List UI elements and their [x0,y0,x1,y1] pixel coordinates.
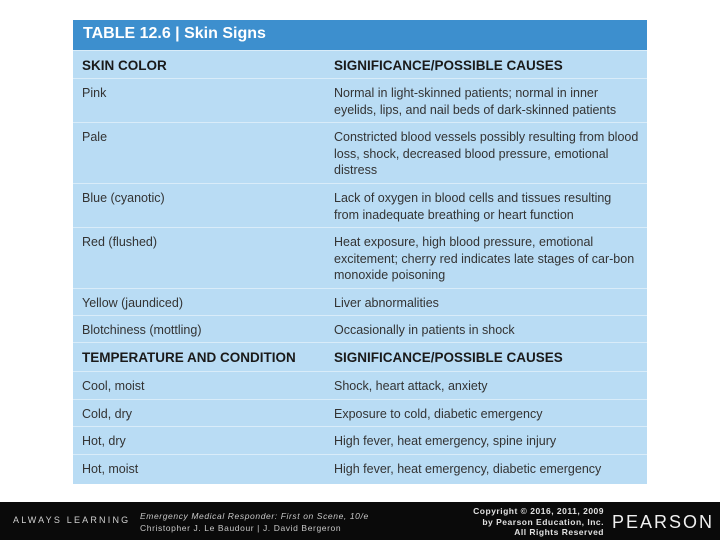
column-header-significance: SIGNIFICANCE/POSSIBLE CAUSES [334,350,563,365]
temperature-cell: Hot, moist [82,462,139,476]
table-row [73,315,647,342]
skin-sign-cell: Blotchiness (mottling) [82,323,202,337]
temperature-cell: Cool, moist [82,379,145,393]
table-row [73,454,647,484]
pearson-logo: PEARSON [612,512,715,532]
significance-cell: High fever, heat emergency, spine injury [334,434,557,448]
table-row [73,183,647,227]
temperature-cell: Cold, dry [82,407,133,421]
column-header-temperature: TEMPERATURE AND CONDITION [82,350,296,365]
skin-sign-cell: Blue (cyanotic) [82,191,165,205]
significance-cell: High fever, heat emergency, diabetic emergency [334,462,602,476]
significance-cell: Constricted blood vessels possibly resulting from blood loss, shock, decreased blood pressure, emotional distress [334,130,639,177]
copyright-line: Copyright © 2016, 2011, 2009 [473,506,604,516]
table-row [73,371,647,399]
always-learning-tagline: ALWAYS LEARNING [13,515,131,525]
skin-color-header-row [73,50,647,78]
table-row [73,288,647,315]
table-row [73,78,647,122]
table-row [73,227,647,288]
skin-sign-cell: Red (flushed) [82,235,158,249]
table-title-bar [73,20,647,50]
skin-sign-cell: Yellow (jaundiced) [82,296,183,310]
table-row [73,399,647,426]
skin-signs-table [73,20,647,484]
significance-cell: Normal in light-skinned patients; normal in inner eyelids, lips, and nail beds of dark-skinned patients [334,86,617,117]
significance-cell: Liver abnormalities [334,296,439,310]
book-title: Emergency Medical Responder: First on Scene, 10/e [140,511,369,521]
table-title: TABLE 12.6 | Skin Signs [83,25,266,42]
significance-cell: Exposure to cold, diabetic emergency [334,407,543,421]
skin-sign-cell: Pale [82,130,108,144]
copyright-line: by Pearson Education, Inc. [482,516,604,527]
significance-cell: Heat exposure, high blood pressure, emotional excitement; cherry red indicates late stages of car-bon monoxide poisoning [334,235,635,282]
significance-cell: Lack of oxygen in blood cells and tissues resulting from inadequate breathing or heart function [334,191,612,222]
column-header-significance: SIGNIFICANCE/POSSIBLE CAUSES [334,58,563,73]
table-row [73,122,647,183]
temperature-header-row [73,342,647,371]
book-citation [140,510,369,534]
skin-sign-cell: Pink [82,86,107,100]
copyright-line: All Rights Reserved [514,527,604,537]
column-header-skin-color: SKIN COLOR [82,58,167,73]
significance-cell: Occasionally in patients in shock [334,323,515,337]
table-row [73,426,647,454]
book-authors: Christopher J. Le Baudour | J. David Bergeron [140,523,342,533]
slide-footer [0,502,720,540]
temperature-cell: Hot, dry [82,434,126,448]
copyright-notice [446,506,604,538]
significance-cell: Shock, heart attack, anxiety [334,379,488,393]
